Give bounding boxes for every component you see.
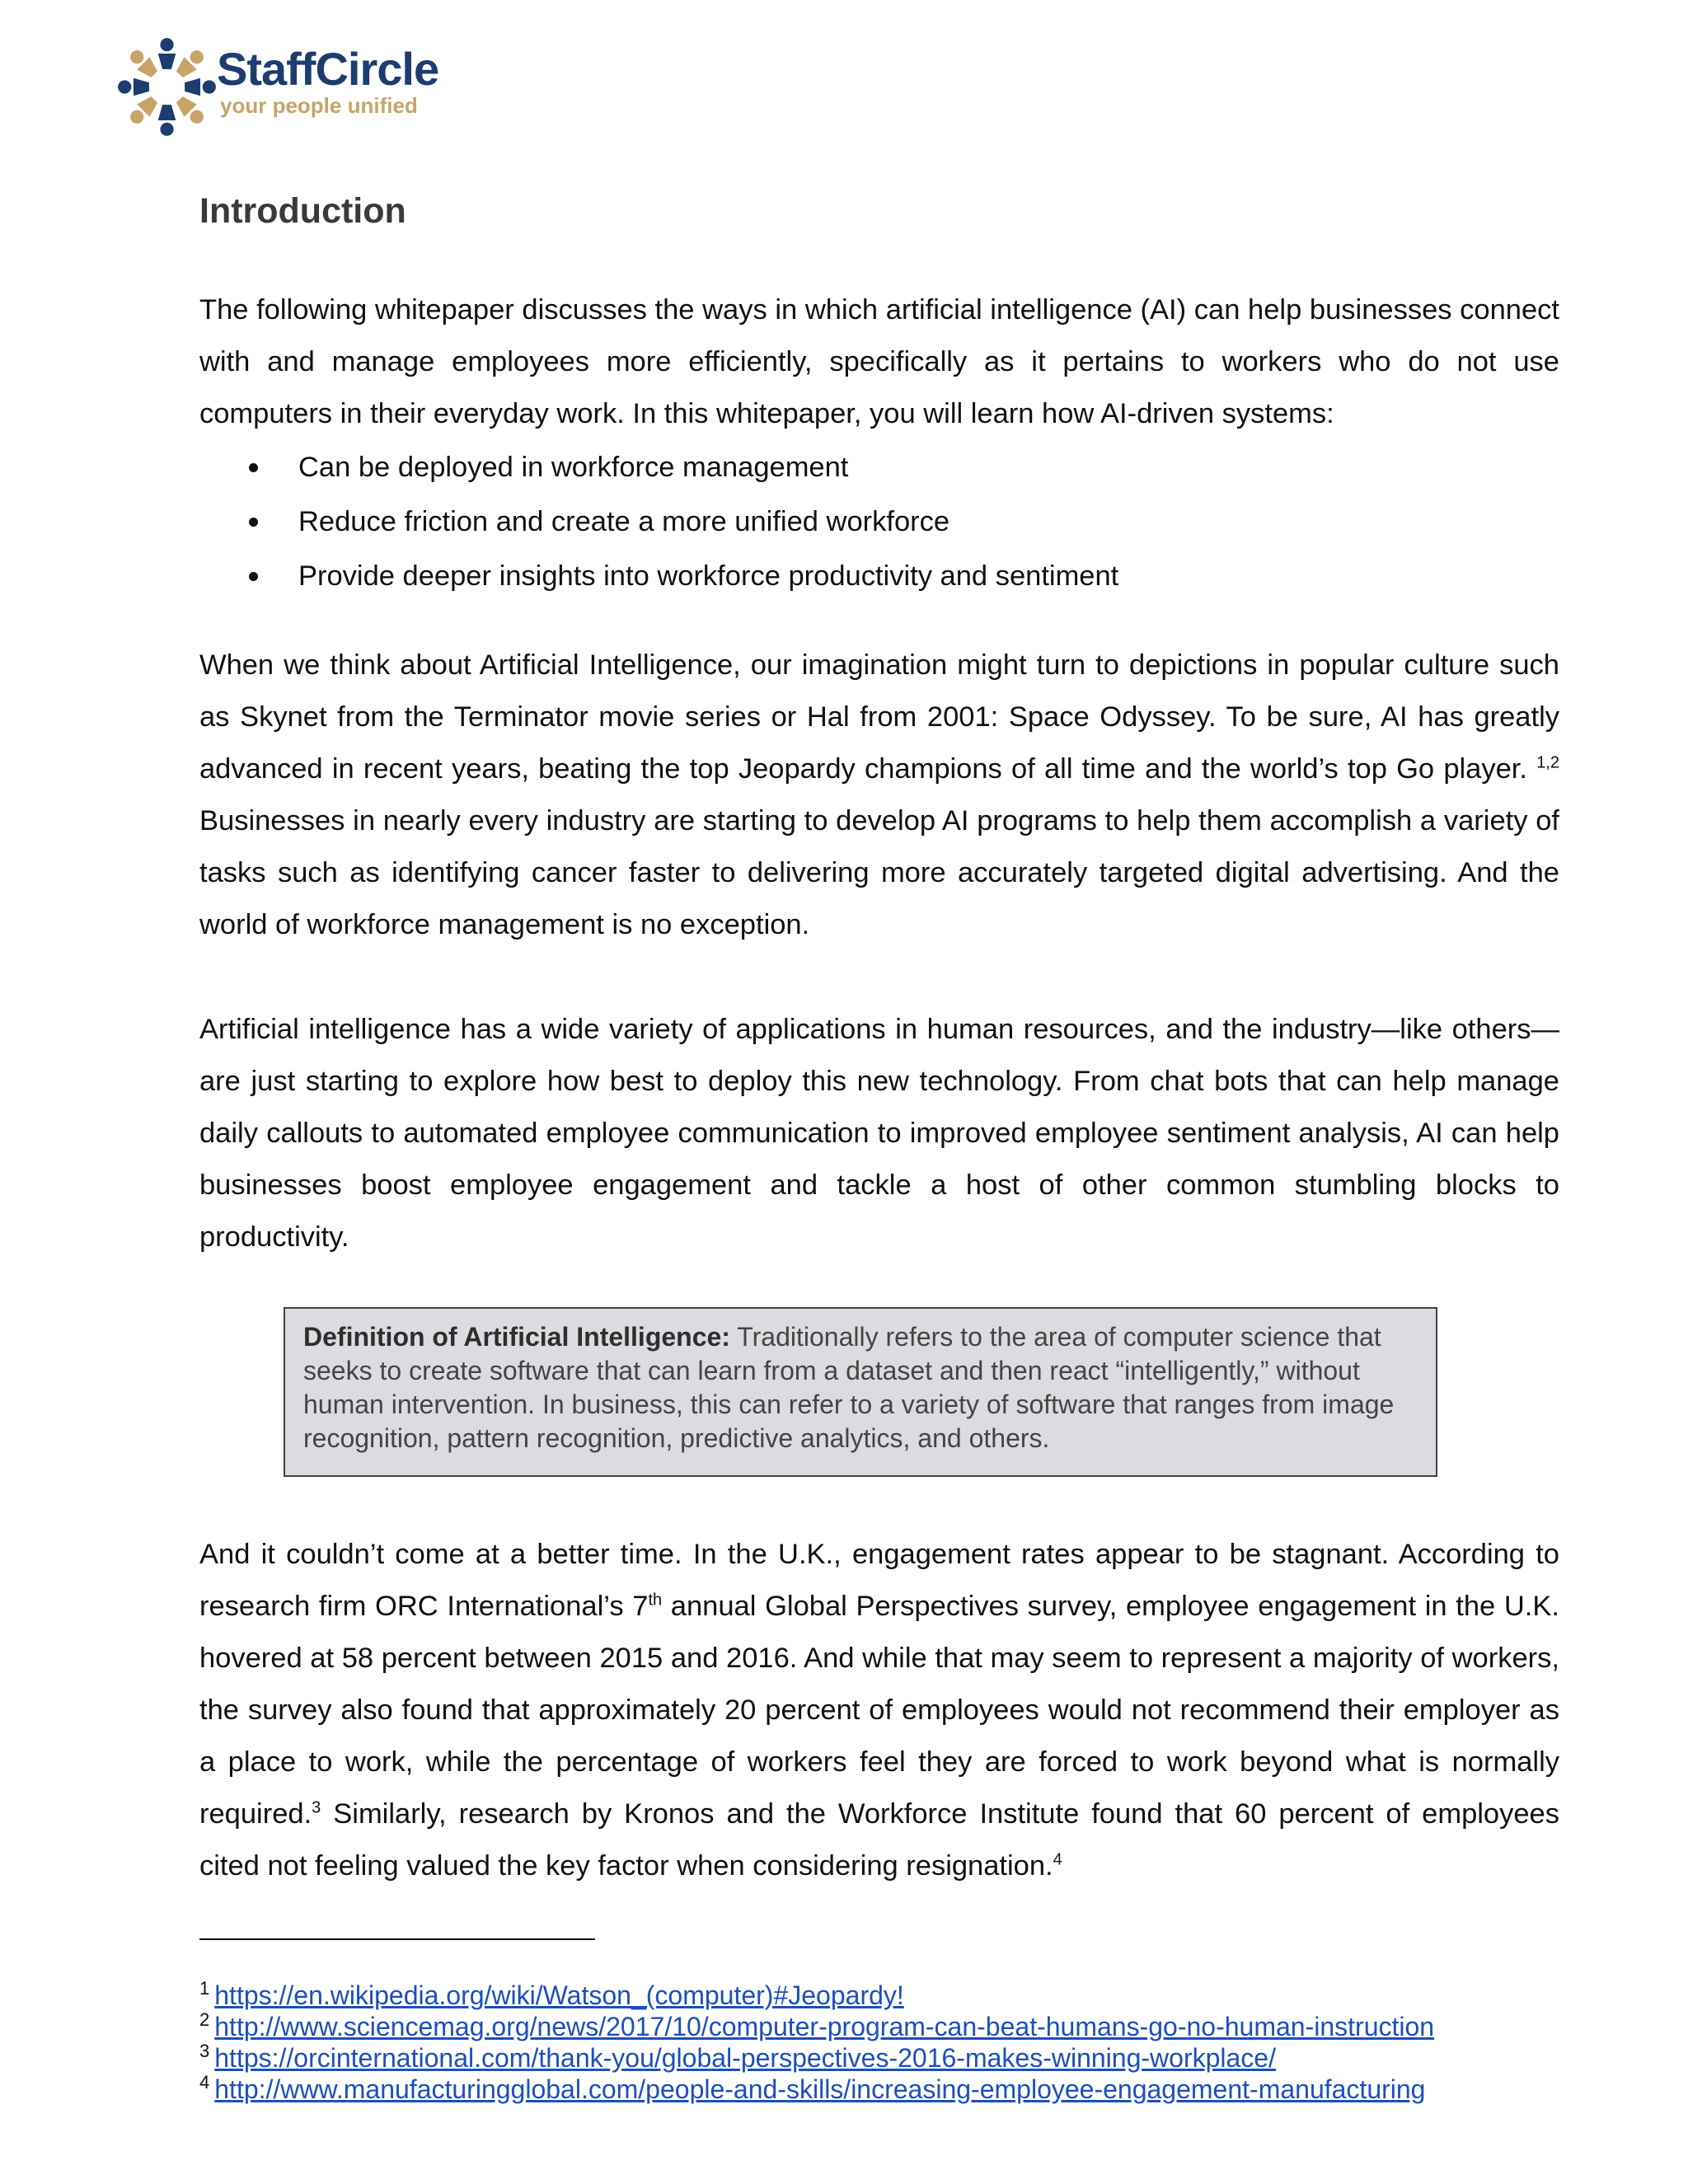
footnote-link[interactable]: http://www.manufacturingglobal.com/people-and-skills/increasing-employee-engagement-manufacturing xyxy=(214,2074,1426,2104)
footnote-item: $^1$ https://en.wikipedia.org/wiki/Watson_(computer)#Jeopardy! xyxy=(199,1978,904,2010)
list-item: Reduce friction and create a more unified workforce xyxy=(199,494,1559,549)
footnote-item: $^3$ https://orcinternational.com/thank-you/global-perspectives-2016-makes-winning-workplace/ xyxy=(199,2041,1276,2073)
bullet-icon xyxy=(249,572,258,581)
footnote-link[interactable]: http://www.sciencemag.org/news/2017/10/computer-program-can-beat-humans-go-no-human-instruction xyxy=(214,2012,1435,2041)
bullet-list xyxy=(199,440,1559,603)
staffcircle-logo xyxy=(111,31,441,143)
footnote-item: $^4$ http://www.manufacturingglobal.com/people-and-skills/increasing-employee-engagement-manufacturing xyxy=(199,2072,1426,2104)
definition-body: Traditionally refers to the area of computer science that seeks to create software that can learn from a dataset and then react “intelligently,” without human intervention. In business, this can refer to a variety of software that ranges from image recognition, pattern recognition, predictive analytics, and others. xyxy=(303,1322,1395,1453)
logo-figures-icon xyxy=(111,31,223,143)
definition-box xyxy=(284,1307,1437,1477)
footnote-link[interactable]: https://orcinternational.com/thank-you/global-perspectives-2016-makes-winning-workplace/ xyxy=(214,2043,1276,2073)
page-title: Introduction xyxy=(199,191,406,231)
footnote-link[interactable]: https://en.wikipedia.org/wiki/Watson_(computer)#Jeopardy! xyxy=(214,1980,904,2010)
list-item: Can be deployed in workforce management xyxy=(199,440,1559,494)
body-paragraph: Artificial intelligence has a wide variety of applications in human resources, and the industry—like others—are just starting to explore how best to deploy this new technology. From chat bots that can help manage daily callouts to automated employee communication to improved employee sentiment analysis, AI can help businesses boost employee engagement and tackle a host of other common stumbling blocks to productivity. xyxy=(199,1014,1559,1253)
bullet-icon xyxy=(249,518,258,527)
list-item: Provide deeper insights into workforce productivity and sentiment xyxy=(199,549,1559,603)
ai-hr-section xyxy=(199,1004,1559,1263)
engagement-section xyxy=(199,1529,1559,1892)
footnote-ref[interactable]: 4 xyxy=(1053,1850,1062,1869)
body-paragraph: And it couldn’t come at a better time. In the U.K., engagement rates appear to be stagnant. According to research firm ORC International’s 7th annual Global Perspectives survey, employee engagement in the U.K. hovered at 58 percent between 2015 and 2016. And while that may seem to represent a majority of workers, the survey also found that approximately 20 percent of employees would not recommend their employer as a place to work, while the percentage of workers feel they are forced to work beyond what is normally required.$^3$ Similarly, research by Kronos and the Workforce Institute found that 60 percent of employees cited not feeling valued the key factor when considering resignation.$^4$ xyxy=(199,1539,1559,1882)
intro-paragraph: The following whitepaper discusses the ways in which artificial intelligence (AI) can help businesses connect with and manage employees more efficiently, specifically as it pertains to workers who do not use computers in their everyday work. In this whitepaper, you will learn how AI-driven systems: xyxy=(199,294,1559,429)
bullet-icon xyxy=(249,463,258,472)
footnote-divider xyxy=(199,1938,595,1940)
logo-tagline: your people unified xyxy=(220,93,418,118)
footnotes xyxy=(199,1980,1434,2105)
footnote-ref[interactable]: 1,2 xyxy=(1536,753,1559,772)
ai-culture-section xyxy=(199,640,1559,951)
definition-title: Definition of Artificial Intelligence: xyxy=(303,1322,730,1352)
logo-wordmark xyxy=(217,45,438,117)
logo-brand: StaffCircle xyxy=(217,43,439,95)
body-paragraph: When we think about Artificial Intelligence, our imagination might turn to depictions in popular culture such as Skynet from the Terminator movie series or Hal from 2001: Space Odyssey. To be sure, AI has greatly advanced in recent years, beating the top Jeopardy champions of all time and the world’s top Go player. $^{1,2}$ Businesses in nearly every industry are starting to develop AI programs to help them accomplish a variety of tasks such as identifying cancer faster to delivering more accurately targeted digital advertising. And the world of workforce management is no exception. xyxy=(199,649,1559,940)
intro-section xyxy=(199,284,1559,603)
footnote-item: $^2$ http://www.sciencemag.org/news/2017/10/computer-program-can-beat-humans-go-no-human-instruction xyxy=(199,2009,1435,2041)
footnote-ref[interactable]: 3 xyxy=(312,1798,321,1817)
